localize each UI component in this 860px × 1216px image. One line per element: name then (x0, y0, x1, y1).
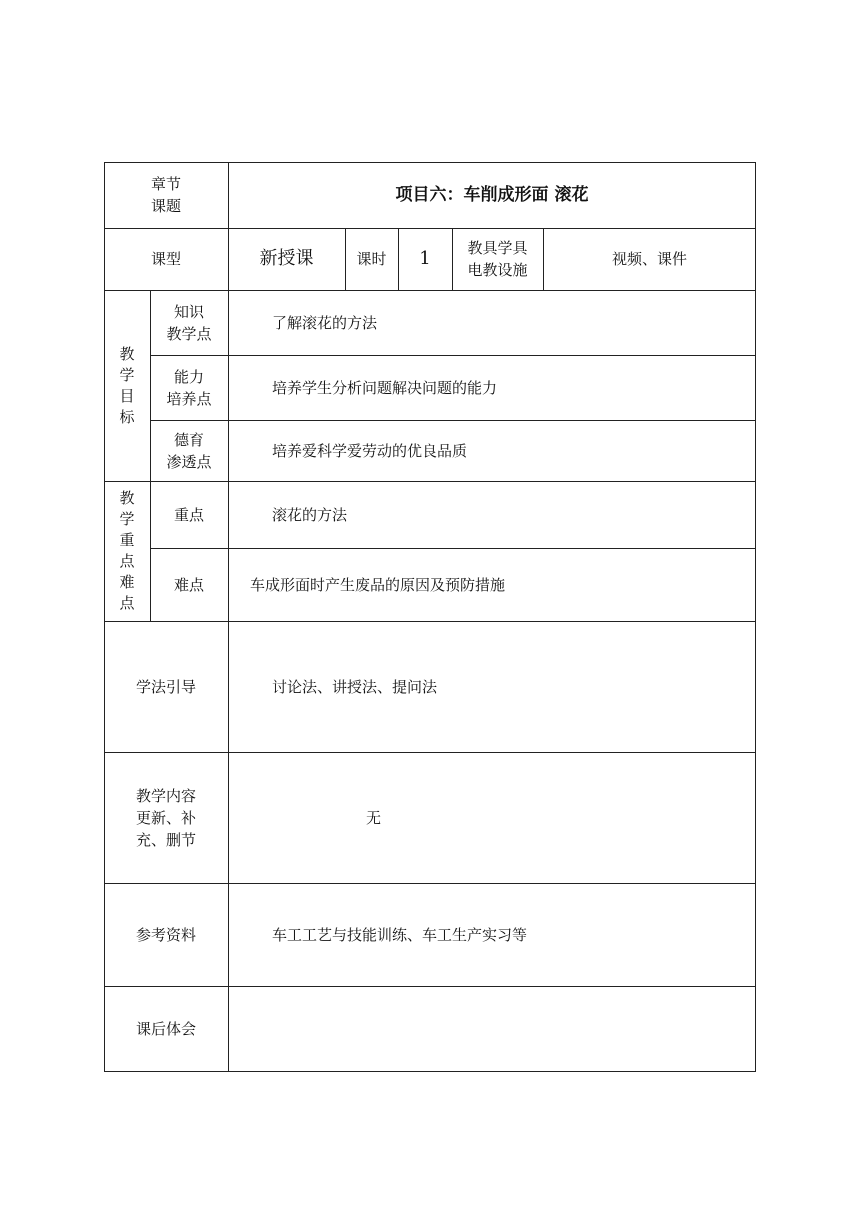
course-type-value: 新授课 (259, 248, 314, 269)
chapter-topic-label (104, 162, 228, 228)
knowledge-value: 了解滚花的方法 (272, 313, 378, 332)
key-point-label: 重点 (173, 505, 204, 524)
chapter-label: 章节 (150, 175, 181, 193)
objectives-group-label: 教 学 目 标 (119, 344, 135, 426)
learning-method-label: 学法引导 (135, 677, 196, 696)
references-label: 参考资料 (135, 925, 196, 944)
lesson-title: 项目六：车削成形面 滚花 (395, 185, 589, 205)
ability-label: 能力 培养点 (166, 367, 212, 408)
reflection-value (272, 986, 752, 1071)
moral-value: 培养爱科学爱劳动的优良品质 (272, 441, 468, 460)
references-value: 车工工艺与技能训练、车工生产实习等 (272, 925, 528, 944)
teaching-aids-value: 视频、课件 (611, 250, 687, 268)
key-point-value: 滚花的方法 (272, 505, 348, 524)
reflection-label: 课后体会 (135, 1019, 196, 1038)
course-type-label: 课型 (150, 250, 181, 268)
learning-method-value: 讨论法、讲授法、提问法 (272, 677, 438, 696)
lesson-title-cell (228, 162, 756, 228)
class-hours-value: 1 (419, 248, 431, 269)
difficult-point-value: 车成形面时产生废品的原因及预防措施 (250, 575, 506, 594)
column-divider (228, 162, 229, 1072)
knowledge-label: 知识 教学点 (166, 302, 212, 343)
content-update-value: 无 (366, 808, 382, 827)
difficult-point-label: 难点 (173, 575, 204, 594)
moral-label: 德育 渗透点 (166, 430, 212, 471)
table-border-right (755, 162, 756, 1072)
keypoints-group-label: 教 学 重 点 难 点 (119, 489, 135, 612)
teaching-aids-label: 教具学具 电教设施 (467, 239, 528, 279)
table-border-bottom (104, 1071, 756, 1072)
content-update-label: 教学内容 更新、补 充、删节 (135, 786, 196, 849)
class-hours-label: 课时 (356, 250, 387, 268)
topic-label: 课题 (150, 197, 181, 215)
ability-value: 培养学生分析问题解决问题的能力 (272, 378, 498, 397)
